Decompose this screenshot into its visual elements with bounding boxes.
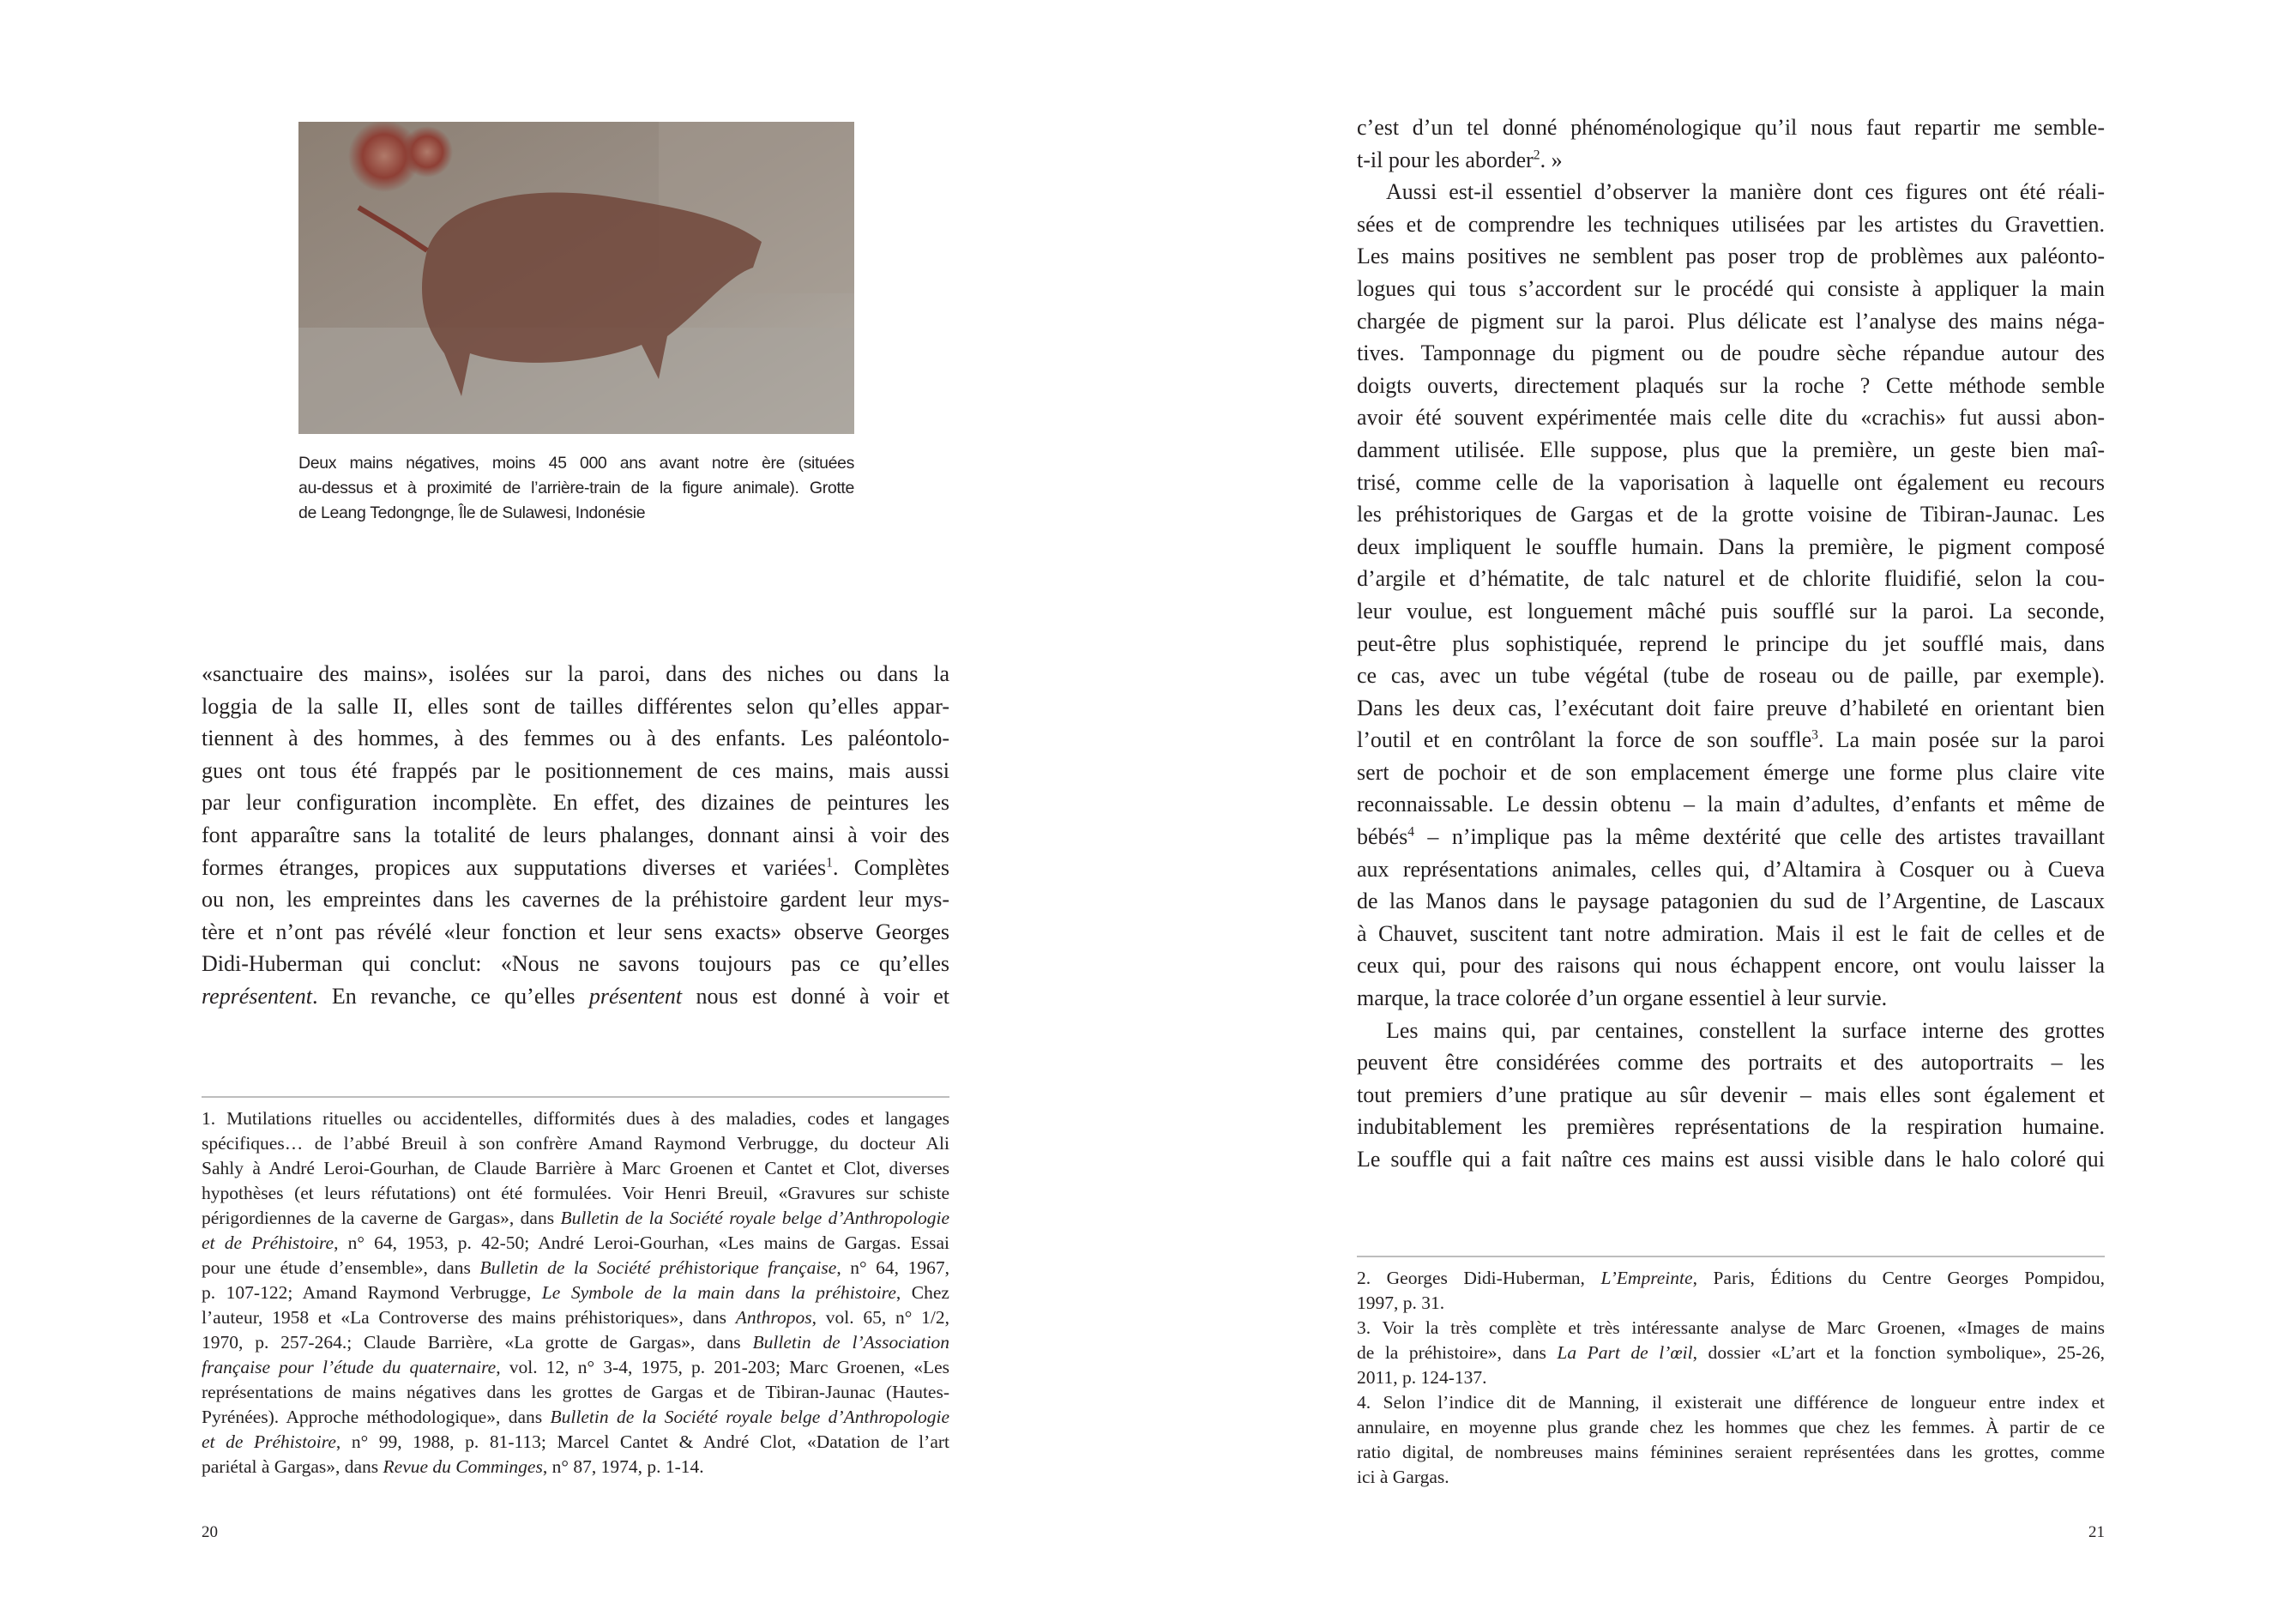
- italic-title: L’Empreinte: [1600, 1268, 1693, 1288]
- text-run: les préhistoriques de Gargas et de la grotte voisine de Tibiran-Jaunac. Les: [1357, 502, 2105, 527]
- italic-title: Le Symbole de la main dans la préhistoire: [541, 1282, 896, 1303]
- text-run: indubitablement les premières représentations de la respiration humaine.: [1357, 1114, 2105, 1140]
- text-run: pour une étude d’ensemble», dans: [202, 1257, 480, 1278]
- text-run: reconnaissable. Le dessin obtenu – la main d’adultes, d’enfants et même de: [1357, 792, 2105, 817]
- text-run: . La main posée sur la paroi: [1817, 727, 2105, 753]
- text-run: 3. Voir la très complète et très intéressante analyse de Marc Groenen, «Images de mains: [1357, 1317, 2105, 1338]
- page-number-left: 20: [202, 1523, 218, 1541]
- italic-title: Bulletin de la Société royale belge d’Anthropologie: [560, 1208, 950, 1228]
- text-run: t-il pour les aborder: [1357, 147, 1534, 172]
- italic-title: française pour l’étude du quaternaire: [202, 1357, 497, 1377]
- text-line: [1357, 273, 2105, 305]
- text-run: 1970, p. 257-264.; Claude Barrière, «La grotte de Gargas», dans: [202, 1332, 753, 1353]
- text-line: [1357, 337, 2105, 370]
- left-body-text: [202, 658, 949, 1013]
- text-run: ceux qui, pour des raisons qui nous échappent encore, ont voulu laisser la: [1357, 953, 2105, 979]
- text-run: – n’implique pas la même dextérité que celle des artistes travaillant: [1414, 824, 2105, 850]
- footnote-divider: [1357, 1256, 2105, 1257]
- footnote-reference: 1: [826, 855, 833, 871]
- left-footnotes: [202, 1106, 949, 1479]
- text-run: avoir été souvent expérimentée mais celle dite du «crachis» fut aussi abon-: [1357, 405, 2105, 431]
- text-run: formes étranges, propices aux supputations diverses et variées: [202, 854, 827, 880]
- text-run: annulaire, en moyenne plus grande chez les hommes que chez les femmes. À partir de ce: [1357, 1417, 2105, 1437]
- text-run: de Leang Tedongnge, Île de Sulawesi, Indonésie: [298, 503, 646, 522]
- text-line: [202, 916, 949, 949]
- page-number-right: 21: [2088, 1523, 2105, 1541]
- text-line: [1357, 724, 2105, 756]
- cave-painting-photo: [298, 122, 854, 434]
- text-line: [202, 1206, 949, 1231]
- text-line: [1357, 692, 2105, 725]
- text-run: l’outil et en contrôlant la force de son souffle: [1357, 727, 1812, 753]
- text-line: [1357, 1143, 2105, 1176]
- figure-caption: [298, 451, 854, 526]
- text-line: [202, 1455, 949, 1479]
- text-run: Les mains positives ne semblent pas poser trop de problèmes aux paléonto-: [1357, 244, 2105, 269]
- text-run: gues ont tous été frappés par le positionnement de ces mains, mais aussi: [202, 757, 949, 783]
- text-run: p. 107-122; Amand Raymond Verbrugge,: [202, 1282, 542, 1303]
- text-line: [202, 786, 949, 819]
- text-run: l’auteur, 1958 et «La Controverse des mains préhistoriques», dans: [202, 1307, 736, 1328]
- text-line: [1357, 949, 2105, 982]
- text-line: [202, 1156, 949, 1181]
- text-run: pariétal à Gargas», dans: [202, 1456, 383, 1477]
- text-line: [202, 819, 949, 852]
- text-run: Aussi est-il essentiel d’observer la manière dont ces figures ont été réali-: [1386, 179, 2105, 205]
- text-run: loggia de la salle II, elles sont de tailles différentes selon qu’elles appar-: [202, 693, 949, 719]
- text-run: d’argile et d’hématite, de talc naturel et de chlorite fluidifié, selon la cou-: [1357, 566, 2105, 592]
- text-run: 2. Georges Didi-Huberman,: [1357, 1268, 1601, 1288]
- text-run: spécifiques… de l’abbé Breuil à son confrère Amand Raymond Verbrugge, du docteur Ali: [202, 1133, 949, 1154]
- text-line: [1357, 1046, 2105, 1079]
- text-line: [1357, 1440, 2105, 1465]
- text-line: [202, 1330, 949, 1355]
- text-line: [1357, 498, 2105, 531]
- italic-title: Revue du Comminges: [383, 1456, 543, 1477]
- text-run: Les mains qui, par centaines, constellent la surface interne des grottes: [1386, 1017, 2105, 1043]
- text-run: à Chauvet, suscitent tant notre admiration. Mais il est le fait de celles et de: [1357, 920, 2105, 946]
- italic-title: Bulletin de la Société préhistorique française: [479, 1257, 837, 1278]
- text-run: aux représentations animales, celles qui, d’Altamira à Cosquer ou à Cueva: [1357, 856, 2105, 882]
- text-run: périgordiennes de la caverne de Gargas», dans: [202, 1208, 561, 1228]
- text-run: au-dessus et à proximité de l’arrière-train de la figure animale). Grotte: [298, 479, 854, 497]
- right-footnotes: [1357, 1266, 2105, 1490]
- text-run: , n° 99, 1988, p. 81-113; Marcel Cantet & André Clot, «Datation de l’art: [335, 1431, 949, 1452]
- text-line: [1357, 208, 2105, 241]
- text-run: , vol. 12, n° 3-4, 1975, p. 201-203; Marc Groenen, «Les: [496, 1357, 949, 1377]
- text-run: bébés: [1357, 824, 1408, 850]
- text-run: de la préhistoire», dans: [1357, 1342, 1558, 1363]
- text-run: chargée de pigment sur la paroi. Plus délicate est l’analyse des mains néga-: [1357, 308, 2105, 334]
- text-run: Deux mains négatives, moins 45 000 ans avant notre ère (situées: [298, 454, 854, 473]
- text-line: [202, 1355, 949, 1380]
- text-line: [1357, 531, 2105, 563]
- text-run: Dans les deux cas, l’exécutant doit faire preuve d’habileté en orientant bien: [1357, 695, 2105, 720]
- text-line: [1357, 1365, 2105, 1390]
- text-run: peut-être plus sophistiquée, reprend le principe du jet soufflé mais, dans: [1357, 630, 2105, 656]
- text-run: tives. Tamponnage du pigment ou de poudre sèche répandue autour des: [1357, 340, 2105, 366]
- footnote-reference: 4: [1407, 824, 1414, 840]
- text-line: [202, 1380, 949, 1405]
- text-line: [1357, 370, 2105, 402]
- text-run: . En revanche, ce qu’elles: [312, 983, 589, 1009]
- text-line: [1357, 885, 2105, 918]
- text-run: , dossier «L’art et la fonction symbolique», 25-26,: [1692, 1342, 2105, 1363]
- text-line: [1357, 563, 2105, 595]
- text-line: [1357, 1291, 2105, 1316]
- text-line: [1357, 982, 2105, 1015]
- text-run: 4. Selon l’indice dit de Manning, il existerait une différence de longueur entre index et: [1357, 1392, 2105, 1413]
- text-line: [202, 755, 949, 787]
- text-line: [1357, 595, 2105, 628]
- text-line: [202, 722, 949, 755]
- text-line: [202, 1430, 949, 1455]
- text-run: 1. Mutilations rituelles ou accidentelles, difformités dues à des maladies, codes et langages: [202, 1108, 949, 1129]
- text-run: hypothèses (et leurs réfutations) ont été formulées. Voir Henri Breuil, «Gravures sur schiste: [202, 1183, 949, 1203]
- text-run: sées et de comprendre les techniques utilisées par les artistes du Gravettien.: [1357, 211, 2105, 237]
- text-run: sert de pochoir et de son emplacement émerge une forme plus claire vite: [1357, 759, 2105, 785]
- text-line: [202, 980, 949, 1013]
- text-run: tout premiers d’une pratique au sûr devenir – mais elles sont également et: [1357, 1082, 2105, 1107]
- text-line: [1357, 401, 2105, 434]
- text-run: font apparaître sans la totalité de leurs phalanges, donnant ainsi à voir des: [202, 822, 949, 847]
- text-line: [202, 852, 949, 884]
- text-line: [202, 1181, 949, 1206]
- text-line: [1357, 1390, 2105, 1415]
- text-run: peuvent être considérées comme des portraits et des autoportraits – les: [1357, 1050, 2105, 1076]
- footnote-reference: 3: [1811, 727, 1818, 743]
- text-line: [1357, 918, 2105, 950]
- italic-title: représentent: [202, 983, 312, 1009]
- text-run: 1997, p. 31.: [1357, 1293, 1445, 1313]
- text-line: [1357, 1465, 2105, 1490]
- text-line: [202, 1106, 949, 1131]
- text-line: [1357, 628, 2105, 660]
- text-run: «sanctuaire des mains», isolées sur la paroi, dans des niches ou dans la: [202, 661, 949, 686]
- text-line: [1357, 788, 2105, 821]
- italic-title: et de Préhistoire: [202, 1232, 334, 1253]
- italic-title: Bulletin de la Société royale belge d’Anthropologie: [550, 1407, 949, 1427]
- text-line: [1357, 821, 2105, 853]
- text-run: , vol. 65, n° 1/2,: [811, 1307, 949, 1328]
- italic-title: Anthropos: [735, 1307, 812, 1328]
- text-run: par leur configuration incomplète. En effet, des dizaines de peintures les: [202, 790, 949, 816]
- text-line: [202, 1405, 949, 1430]
- text-line: [1357, 853, 2105, 886]
- text-line: [1357, 1316, 2105, 1341]
- text-run: trisé, comme celle de la vaporisation à laquelle ont également eu recours: [1357, 469, 2105, 495]
- text-run: Sahly à André Leroi-Gourhan, de Claude Barrière à Marc Groenen et Cantet et Clot, diverses: [202, 1158, 949, 1178]
- text-run: logues qui tous s’accordent sur le procédé qui consiste à appliquer la main: [1357, 275, 2105, 301]
- text-line: [202, 1281, 949, 1305]
- italic-title: présentent: [588, 983, 683, 1009]
- text-run: Didi-Huberman qui conclut: «Nous ne savons toujours pas ce qu’elles: [202, 951, 949, 977]
- text-run: ou non, les empreintes dans les cavernes de la préhistoire gardent leur mys-: [202, 887, 949, 913]
- text-line: [202, 948, 949, 980]
- text-line: [298, 501, 854, 526]
- text-line: [1357, 1341, 2105, 1365]
- text-line: [298, 451, 854, 476]
- text-run: . Complètes: [832, 854, 949, 880]
- text-line: [1357, 111, 2105, 144]
- text-run: Pyrénées). Approche méthodologique», dans: [202, 1407, 551, 1427]
- text-line: [202, 1305, 949, 1330]
- text-line: [1357, 176, 2105, 208]
- text-line: [1357, 1415, 2105, 1440]
- text-line: [1357, 240, 2105, 273]
- text-line: [202, 690, 949, 723]
- footnote-divider: [202, 1096, 949, 1098]
- text-line: [1357, 1111, 2105, 1143]
- text-run: doigts ouverts, directement plaqués sur la roche ? Cette méthode semble: [1357, 372, 2105, 398]
- text-run: c’est d’un tel donné phénoménologique qu’il nous faut repartir me semble-: [1357, 115, 2105, 140]
- text-line: [1357, 756, 2105, 789]
- text-line: [1357, 467, 2105, 499]
- text-run: leur voulue, est longuement mâché puis soufflé sur la paroi. La seconde,: [1357, 598, 2105, 624]
- text-line: [1357, 144, 2105, 177]
- footnote-reference: 2: [1533, 148, 1540, 163]
- right-body-text: [1357, 111, 2105, 1176]
- text-run: , Paris, Éditions du Centre Georges Pompidou,: [1692, 1268, 2105, 1288]
- text-run: ratio digital, de nombreuses mains féminines seraient représentées dans les grottes, comme: [1357, 1442, 2105, 1462]
- text-line: [202, 1231, 949, 1256]
- text-run: représentations de mains négatives dans les grottes de Gargas et de Tibiran-Jaunac (Hautes-: [202, 1382, 949, 1402]
- text-line: [1357, 1079, 2105, 1112]
- text-line: [202, 1131, 949, 1156]
- text-run: de las Manos dans le paysage patagonien du sud de l’Argentine, de Lascaux: [1357, 889, 2105, 914]
- text-run: nous est donné à voir et: [682, 983, 949, 1009]
- text-run: tiennent à des hommes, à des femmes ou à des enfants. Les paléontolo-: [202, 726, 949, 751]
- text-run: ce cas, avec un tube végétal (tube de roseau ou de paille, par exemple).: [1357, 663, 2105, 689]
- text-run: Le souffle qui a fait naître ces mains est aussi visible dans le halo coloré qui: [1357, 1147, 2105, 1172]
- text-line: [202, 883, 949, 916]
- text-line: [1357, 305, 2105, 338]
- text-run: damment utilisée. Elle suppose, plus que la première, un geste bien maî-: [1357, 437, 2105, 462]
- text-line: [202, 658, 949, 690]
- text-line: [1357, 434, 2105, 467]
- text-line: [202, 1256, 949, 1281]
- text-run: , n° 87, 1974, p. 1-14.: [542, 1456, 704, 1477]
- text-line: [298, 476, 854, 501]
- italic-title: Bulletin de l’Association: [752, 1332, 950, 1353]
- text-line: [1357, 1266, 2105, 1291]
- text-line: [1357, 660, 2105, 692]
- italic-title: et de Préhistoire: [202, 1431, 336, 1452]
- text-run: deux impliquent le souffle humain. Dans la première, le pigment composé: [1357, 533, 2105, 559]
- text-line: [1357, 1015, 2105, 1047]
- text-run: , n° 64, 1967,: [836, 1257, 949, 1278]
- text-run: marque, la trace colorée d’un organe essentiel à leur survie.: [1357, 985, 1888, 1011]
- italic-title: La Part de l’œil: [1557, 1342, 1693, 1363]
- text-run: tère et n’ont pas révélé «leur fonction et leur sens exacts» observe Georges: [202, 919, 949, 944]
- text-run: , n° 64, 1953, p. 42-50; André Leroi-Gourhan, «Les mains de Gargas. Essai: [334, 1232, 949, 1253]
- text-run: . »: [1540, 147, 1563, 172]
- text-run: , Chez: [895, 1282, 949, 1303]
- text-run: ici à Gargas.: [1357, 1467, 1449, 1487]
- text-run: 2011, p. 124-137.: [1357, 1367, 1487, 1388]
